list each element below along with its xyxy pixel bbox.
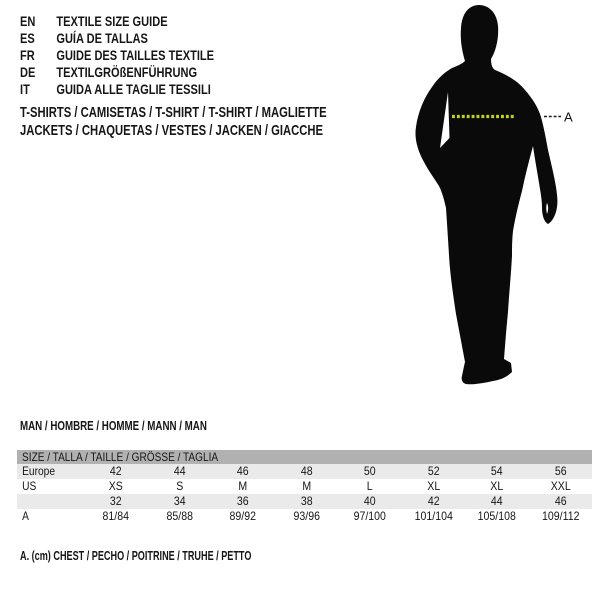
language-list xyxy=(20,13,214,98)
size-table xyxy=(17,450,592,524)
cell: 97/100 xyxy=(353,509,386,523)
cell: 40 xyxy=(363,494,376,508)
lang-code: IT xyxy=(20,81,30,97)
cell: 46 xyxy=(554,494,567,508)
product-line-tshirts: T-SHIRTS / CAMISETAS / T-SHIRT / T-SHIRT / MAGLIETTE xyxy=(20,104,327,121)
cell: XL xyxy=(490,479,504,493)
cell: 56 xyxy=(554,464,567,478)
product-categories xyxy=(20,104,327,139)
lang-label: TEXTILGRÖßENFÜHRUNG xyxy=(56,64,198,80)
measurement-footnote: A. (cm) CHEST / PECHO / POITRINE / TRUHE / PETTO xyxy=(20,548,252,563)
section-title: MAN / HOMBRE / HOMME / MANN / MAN xyxy=(20,418,207,433)
table-row-numeric xyxy=(17,494,592,509)
cell: 105/108 xyxy=(477,509,516,523)
lang-code: FR xyxy=(20,47,35,63)
cell: 32 xyxy=(109,494,122,508)
size-table-header xyxy=(17,450,592,464)
lang-label: TEXTILE SIZE GUIDE xyxy=(56,13,168,29)
cell: 109/112 xyxy=(541,509,579,523)
cell: XXL xyxy=(550,479,571,493)
cell: 44 xyxy=(173,464,186,478)
cell: 85/88 xyxy=(166,509,193,523)
lang-label: GUÍA DE TALLAS xyxy=(56,30,148,46)
cell: 52 xyxy=(427,464,440,478)
cell: 93/96 xyxy=(293,509,320,523)
measurement-label-a: A xyxy=(564,109,573,125)
lang-row-de xyxy=(20,64,214,81)
lang-code: EN xyxy=(20,13,36,29)
cell: 42 xyxy=(427,494,440,508)
size-table-header-text: SIZE / TALLA / TAILLE / GRÖSSE / TAGLIA xyxy=(22,450,219,464)
product-line-jackets: JACKETS / CHAQUETAS / VESTES / JACKEN / GIACCHE xyxy=(20,121,323,139)
table-row-us xyxy=(17,479,592,494)
man-figure xyxy=(400,0,600,400)
row-label: US xyxy=(22,479,37,493)
lang-row-it xyxy=(20,81,214,98)
cell: 101/104 xyxy=(414,509,453,523)
cell: 34 xyxy=(173,494,186,508)
cell: XL xyxy=(426,479,440,493)
table-row-europe xyxy=(17,464,592,479)
man-silhouette xyxy=(415,5,557,384)
table-row-chest xyxy=(17,509,592,524)
row-label: Europe xyxy=(22,464,55,478)
lang-code: ES xyxy=(20,30,35,46)
lang-label: GUIDA ALLE TAGLIE TESSILI xyxy=(56,81,211,97)
cell: XS xyxy=(108,479,123,493)
lang-row-es xyxy=(20,30,214,47)
lang-label: GUIDE DES TAILLES TEXTILE xyxy=(56,47,215,63)
cell: 81/84 xyxy=(102,509,129,523)
man-figure-svg xyxy=(400,0,600,400)
lang-code: DE xyxy=(20,64,36,80)
cell: L xyxy=(366,479,373,493)
cell: 54 xyxy=(490,464,503,478)
cell: 44 xyxy=(490,494,503,508)
cell: M xyxy=(301,479,311,493)
cell: 38 xyxy=(300,494,313,508)
lang-row-en xyxy=(20,13,214,30)
cell: 48 xyxy=(300,464,313,478)
cell: 46 xyxy=(236,464,249,478)
cell: 89/92 xyxy=(229,509,256,523)
cell: M xyxy=(238,479,248,493)
cell: 50 xyxy=(363,464,376,478)
cell: 36 xyxy=(236,494,249,508)
lang-row-fr xyxy=(20,47,214,64)
cell: S xyxy=(175,479,183,493)
cell: 42 xyxy=(109,464,122,478)
row-label: A xyxy=(22,509,29,523)
row-label xyxy=(17,494,84,509)
